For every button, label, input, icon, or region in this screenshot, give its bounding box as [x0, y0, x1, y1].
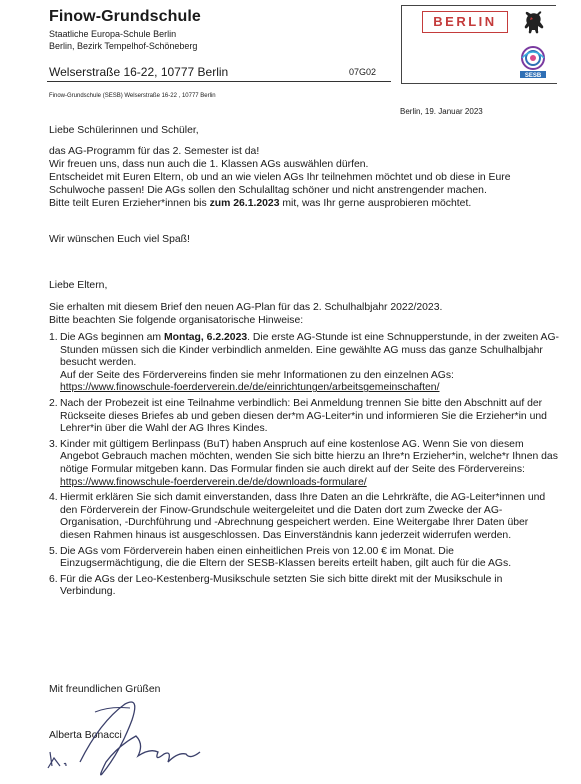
- deadline-post: mit, was Ihr gerne ausprobieren möchtet.: [279, 198, 472, 209]
- school-code: 07G02: [349, 67, 377, 77]
- students-wish: Wir wünschen Euch viel Spaß!: [49, 234, 190, 245]
- sesb-logo-text: SESB: [524, 73, 542, 78]
- parents-intro: Bitte beachten Sie folgende organisatorische Hinweise:: [49, 315, 304, 326]
- parents-intro: Sie erhalten mit diesem Brief den neuen AG-Plan für das 2. Schulhalbjahr 2022/2023.: [49, 302, 443, 313]
- school-address: Welserstraße 16-22, 10777 Berlin: [49, 65, 229, 79]
- item-text: Kinder mit gültigem Berlinpass (BuT) haben Anspruch auf eine kostenlose AG. Wenn Sie von diesem Angebot Gebrauch machen möchten, wenden Sie sich bitte hierzu an Ihre*n Erzieher*in, welche*r Ihnen das nötige Formular mitgeben kann. Das Formular finden sie auch direkt auf der Seite des Fördervereins:: [60, 438, 558, 475]
- item-text: Die AGs beginnen am: [60, 332, 164, 343]
- start-date: Montag, 6.2.2023: [163, 332, 248, 343]
- list-item: [49, 492, 559, 542]
- item-number: 4.: [49, 492, 58, 504]
- handwritten-signature: [40, 692, 210, 780]
- item-text: Für die AGs der Leo-Kestenberg-Musikschule setzten Sie sich bitte direkt mit der Musikschule in Verbindung.: [60, 573, 503, 598]
- students-line: Schulwoche passen! Die AGs sollen den Schulalltag schöner und nicht anstrengender machen.: [49, 185, 487, 196]
- students-deadline-line: [49, 197, 559, 210]
- item-text: Hiermit erklären Sie sich damit einverstanden, dass Ihre Daten an die Lehrkräfte, die AG-Leiter*innen und den Förderverein der Finow-Grundschule weitergeleitet und die Daten dort zum Zwecke der AG-Organisation, -Durchführung und -Abrechnung gespeichert werden. Eine Weitergabe Ihrer Daten über diesen Rahmen hinaus ist ausgeschlossen. Das Einverständnis kann jederzeit widerrufen werden.: [60, 492, 546, 541]
- item-number: 5.: [49, 545, 58, 557]
- closing-formula: Mit freundlichen Grüßen: [49, 684, 161, 695]
- students-line: das AG-Programm für das 2. Semester ist da!: [49, 146, 260, 157]
- item-number: 1.: [49, 332, 58, 343]
- notice-list: [49, 332, 559, 602]
- list-item: [49, 546, 559, 571]
- address-rule: [47, 81, 391, 82]
- sesb-logo-icon: [517, 44, 549, 78]
- school-district: Berlin, Bezirk Tempelhof-Schöneberg: [49, 41, 198, 51]
- item-number: 6.: [49, 573, 58, 585]
- item-number: 2.: [49, 397, 58, 409]
- item-number: 3.: [49, 438, 58, 450]
- list-item: [49, 574, 559, 599]
- deadline-date: zum 26.1.2023: [209, 198, 280, 209]
- school-subtitle: Staatliche Europa-Schule Berlin: [49, 29, 177, 39]
- foerderverein-ag-link[interactable]: https://www.finowschule-foerderverein.de/de/einrichtungen/arbeitsgemeinschaften/: [60, 382, 440, 394]
- berlin-bear-icon: [520, 9, 548, 37]
- letter-date: Berlin, 19. Januar 2023: [400, 107, 483, 116]
- students-line: Entscheidet mit Euren Eltern, ob und an wie vielen AGs Ihr teilnehmen möchtet und ob diese in Eure: [49, 172, 511, 183]
- item-text: Auf der Seite des Fördervereins finden sie mehr Informationen zu den einzelnen AGs:: [60, 369, 454, 381]
- students-greeting: Liebe Schülerinnen und Schüler,: [49, 125, 199, 136]
- list-item: [49, 398, 559, 436]
- school-name: Finow-Grundschule: [49, 8, 201, 25]
- list-item: [49, 439, 559, 489]
- item-text: . Die erste AG-Stunde ist eine Schnupperstunde, in der zweiten AG-Stunden müssen sich die Kinder verbindlich anmelden. Eine gewählte AG muss das ganze Schulhalbjahr besucht werden.: [60, 332, 560, 369]
- signatory-name: Alberta Bonacci: [49, 730, 122, 741]
- deadline-pre: Bitte teilt Euren Erzieher*innen bis: [49, 198, 210, 209]
- logo-frame-top: [401, 5, 556, 6]
- berlin-logo: BERLIN: [422, 11, 508, 33]
- item-text: Die AGs vom Förderverein haben einen einheitlichen Preis von 12.00 € im Monat. Die Einzugsermächtigung, die die Eltern der SESB-Klassen bereits erteilt haben, gilt auch für die AGs.: [60, 545, 512, 570]
- item-text: Nach der Probezeit ist eine Teilnahme verbindlich: Bei Anmeldung trennen Sie bitte den Abschnitt auf der Rückseite dieses Briefes ab und geben diesen der*m AG-Leiter*in und informieren Sie die Erzieher*in und Lehrer*in über die Wahl der AG Ihres Kindes.: [60, 397, 547, 435]
- students-line: Wir freuen uns, dass nun auch die 1. Klassen AGs auswählen dürfen.: [49, 159, 369, 170]
- list-item: [49, 332, 559, 395]
- sender-line: Finow-Grundschule (SESB) Welserstraße 16-22 , 10777 Berlin: [49, 93, 216, 99]
- parents-greeting: Liebe Eltern,: [49, 280, 108, 291]
- forms-link[interactable]: https://www.finowschule-foerderverein.de/de/downloads-formulare/: [60, 476, 367, 488]
